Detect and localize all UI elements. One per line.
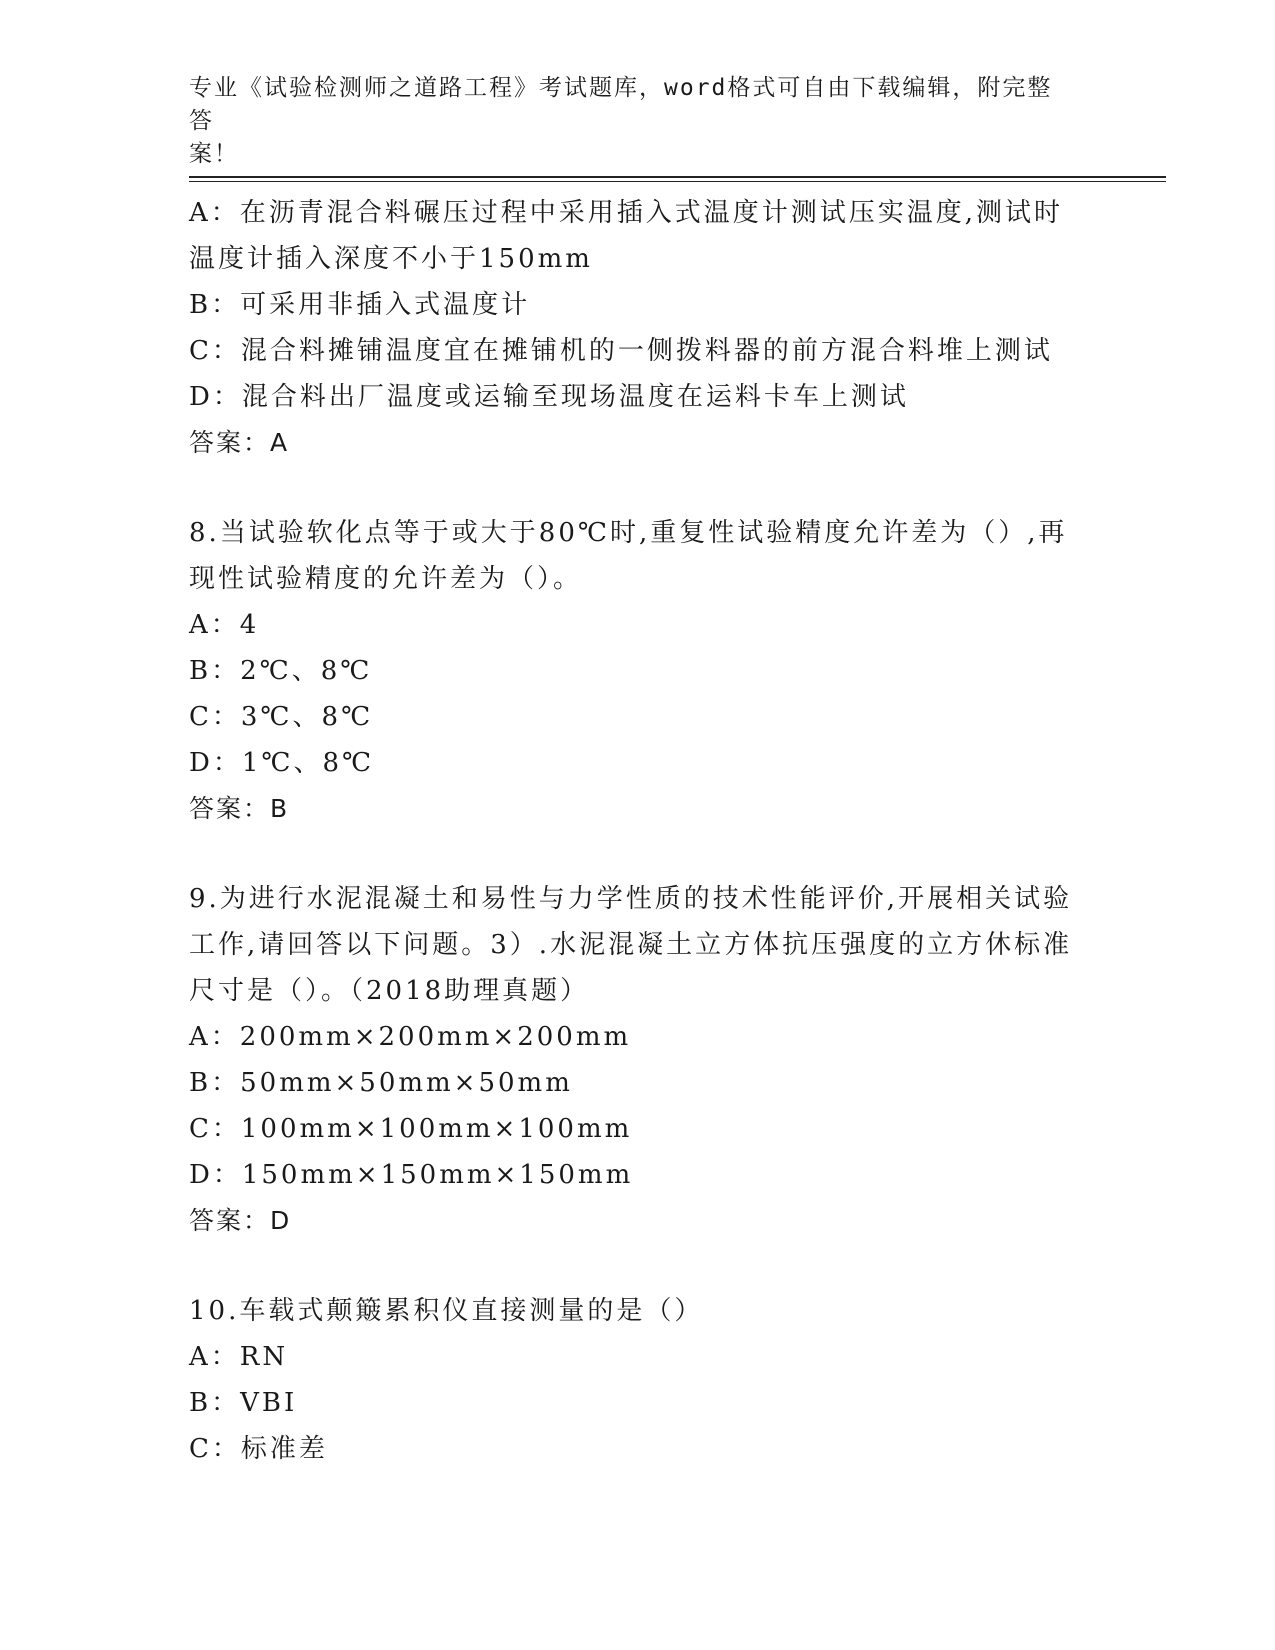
question-stem-line-1: 9.为进行水泥混凝土和易性与力学性质的技术性能评价,开展相关试验: [189, 884, 1073, 914]
option-c: C：标准差: [189, 1434, 328, 1464]
option-a-line-2: 温度计插入深度不小于150mm: [189, 244, 593, 274]
option-c: C：3℃、8℃: [189, 702, 374, 732]
header-divider-thin: [189, 181, 1166, 182]
option-b: B：VBI: [189, 1388, 298, 1418]
option-c: C：100mm×100mm×100mm: [189, 1114, 633, 1144]
option-a: A：200mm×200mm×200mm: [189, 1022, 632, 1052]
header-line-1: 专业《试验检测师之道路工程》考试题库，word格式可自由下载编辑，附完整答: [189, 75, 1053, 134]
question-stem-line-3: 尺寸是（）。（2018助理真题）: [189, 976, 590, 1006]
option-c: C：混合料摊铺温度宜在摊铺机的一侧拨料器的前方混合料堆上测试: [189, 336, 1053, 366]
answer-line: 答案：A: [189, 428, 290, 457]
question-stem-line-1: 10.车载式颠簸累积仪直接测量的是（）: [189, 1296, 704, 1326]
question-stem-line-2: 工作,请回答以下问题。3）.水泥混凝土立方体抗压强度的立方休标准: [189, 930, 1073, 960]
answer-line: 答案：D: [189, 1206, 292, 1235]
question-8: [189, 510, 1089, 832]
question-10: [189, 1288, 1089, 1472]
header-line-2: 案！: [189, 141, 239, 167]
document-header: [189, 72, 1069, 171]
question-7-continued: [189, 190, 1089, 466]
answer-line: 答案：B: [189, 794, 290, 823]
question-stem-line-2: 现性试验精度的允许差为（）。: [189, 564, 583, 594]
spacer: [189, 1244, 1089, 1288]
option-d: D：混合料出厂温度或运输至现场温度在运料卡车上测试: [189, 382, 909, 412]
option-a: A：4: [189, 610, 260, 640]
option-a: A：RN: [189, 1342, 289, 1372]
spacer: [189, 832, 1089, 876]
question-stem-line-1: 8.当试验软化点等于或大于80℃时,重复性试验精度允许差为（）,再: [189, 518, 1068, 548]
option-b: B：2℃、8℃: [189, 656, 373, 686]
option-d: D：150mm×150mm×150mm: [189, 1160, 634, 1190]
option-b: B：50mm×50mm×50mm: [189, 1068, 573, 1098]
question-9: [189, 876, 1089, 1244]
header-divider-thick: [189, 176, 1166, 178]
option-b: B：可采用非插入式温度计: [189, 290, 531, 320]
option-d: D：1℃、8℃: [189, 748, 375, 778]
spacer: [189, 466, 1089, 510]
question-list: [189, 190, 1089, 1472]
option-a-line-1: A：在沥青混合料碾压过程中采用插入式温度计测试压实温度,测试时: [189, 198, 1064, 228]
